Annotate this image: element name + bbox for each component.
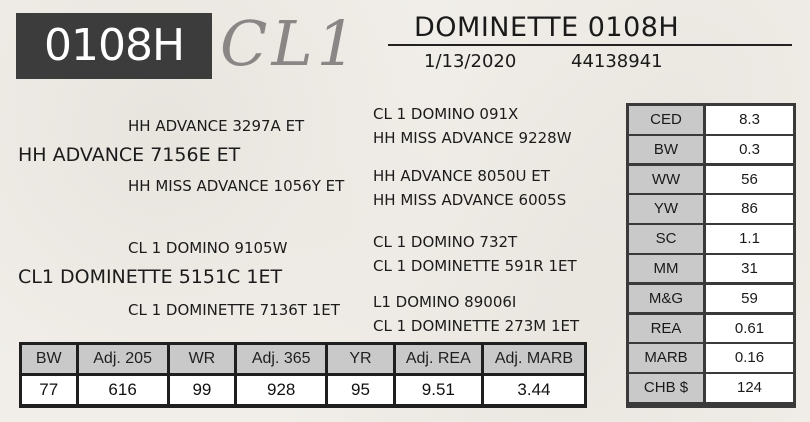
epd-row: [629, 315, 793, 343]
epd-row: [629, 166, 793, 194]
performance-table: [19, 342, 587, 408]
epd-value: 56: [706, 166, 793, 194]
pedigree-dam-dam-sire: L1 DOMINO 89006I: [373, 293, 517, 311]
epd-value: 0.61: [706, 315, 793, 343]
performance-header-cell: BW: [22, 345, 76, 373]
pedigree-dam-dam-dam: CL 1 DOMINETTE 273M 1ET: [373, 317, 580, 335]
performance-header-cell: Adj. 205: [79, 345, 167, 373]
performance-header-cell: YR: [328, 345, 392, 373]
pedigree-sire-sire-dam: HH MISS ADVANCE 9228W: [373, 129, 572, 147]
epd-value: 1.1: [706, 225, 793, 253]
performance-value-cell: 3.44: [484, 376, 584, 404]
pedigree-dam: CL1 DOMINETTE 5151C 1ET: [18, 266, 283, 288]
epd-value: 31: [706, 255, 793, 283]
epd-row: [629, 344, 793, 372]
pedigree-dam-dam: CL 1 DOMINETTE 7136T 1ET: [128, 301, 340, 319]
performance-header-cell: Adj. 365: [237, 345, 325, 373]
performance-value-cell: 928: [237, 376, 325, 404]
birth-date: 1/13/2020: [424, 51, 517, 72]
performance-value-cell: 99: [170, 376, 234, 404]
animal-name: DOMINETTE 0108H: [414, 12, 680, 43]
epd-label: YW: [629, 195, 703, 223]
epd-label: SC: [629, 225, 703, 253]
animal-id-badge: 0108H: [16, 13, 212, 79]
pedigree-sire: HH ADVANCE 7156E ET: [18, 144, 241, 166]
epd-row: [629, 195, 793, 223]
epd-label: M&G: [629, 285, 703, 313]
epd-row: [629, 255, 793, 283]
epd-label: MARB: [629, 344, 703, 372]
pedigree-sire-dam-sire: HH ADVANCE 8050U ET: [373, 167, 550, 185]
pedigree-dam-sire-dam: CL 1 DOMINETTE 591R 1ET: [373, 257, 577, 275]
registration-number: 44138941: [571, 51, 663, 72]
performance-value-cell: 616: [79, 376, 167, 404]
epd-row: [629, 285, 793, 313]
epd-value: 86: [706, 195, 793, 223]
performance-header-row: [22, 345, 584, 373]
epd-label: WW: [629, 166, 703, 194]
epd-value: 124: [706, 374, 793, 402]
performance-header-cell: WR: [170, 345, 234, 373]
pedigree-sire-dam-dam: HH MISS ADVANCE 6005S: [373, 191, 567, 209]
epd-row: [629, 225, 793, 253]
epd-table: [626, 103, 796, 408]
pedigree-dam-sire-sire: CL 1 DOMINO 732T: [373, 233, 518, 251]
epd-value: 59: [706, 285, 793, 313]
performance-value-row: [22, 376, 584, 404]
pedigree-sire-sire: HH ADVANCE 3297A ET: [128, 117, 305, 135]
epd-label: CED: [629, 106, 703, 134]
epd-row: [629, 106, 793, 134]
pedigree-dam-sire: CL 1 DOMINO 9105W: [128, 239, 288, 257]
performance-value-cell: 95: [328, 376, 392, 404]
performance-value-cell: 9.51: [396, 376, 481, 404]
performance-header-cell: Adj. REA: [396, 345, 481, 373]
pedigree-sire-dam: HH MISS ADVANCE 1056Y ET: [128, 177, 345, 195]
pedigree-sire-sire-sire: CL 1 DOMINO 091X: [373, 105, 519, 123]
epd-label: BW: [629, 136, 703, 164]
program-logo: CL1: [220, 7, 361, 80]
epd-row: [629, 136, 793, 164]
performance-header-cell: Adj. MARB: [484, 345, 584, 373]
epd-value: 8.3: [706, 106, 793, 134]
title-underline: [388, 44, 792, 46]
epd-label: MM: [629, 255, 703, 283]
performance-value-cell: 77: [22, 376, 76, 404]
epd-label: CHB $: [629, 374, 703, 402]
epd-label: REA: [629, 315, 703, 343]
epd-value: 0.3: [706, 136, 793, 164]
epd-value: 0.16: [706, 344, 793, 372]
epd-row: [629, 374, 793, 402]
